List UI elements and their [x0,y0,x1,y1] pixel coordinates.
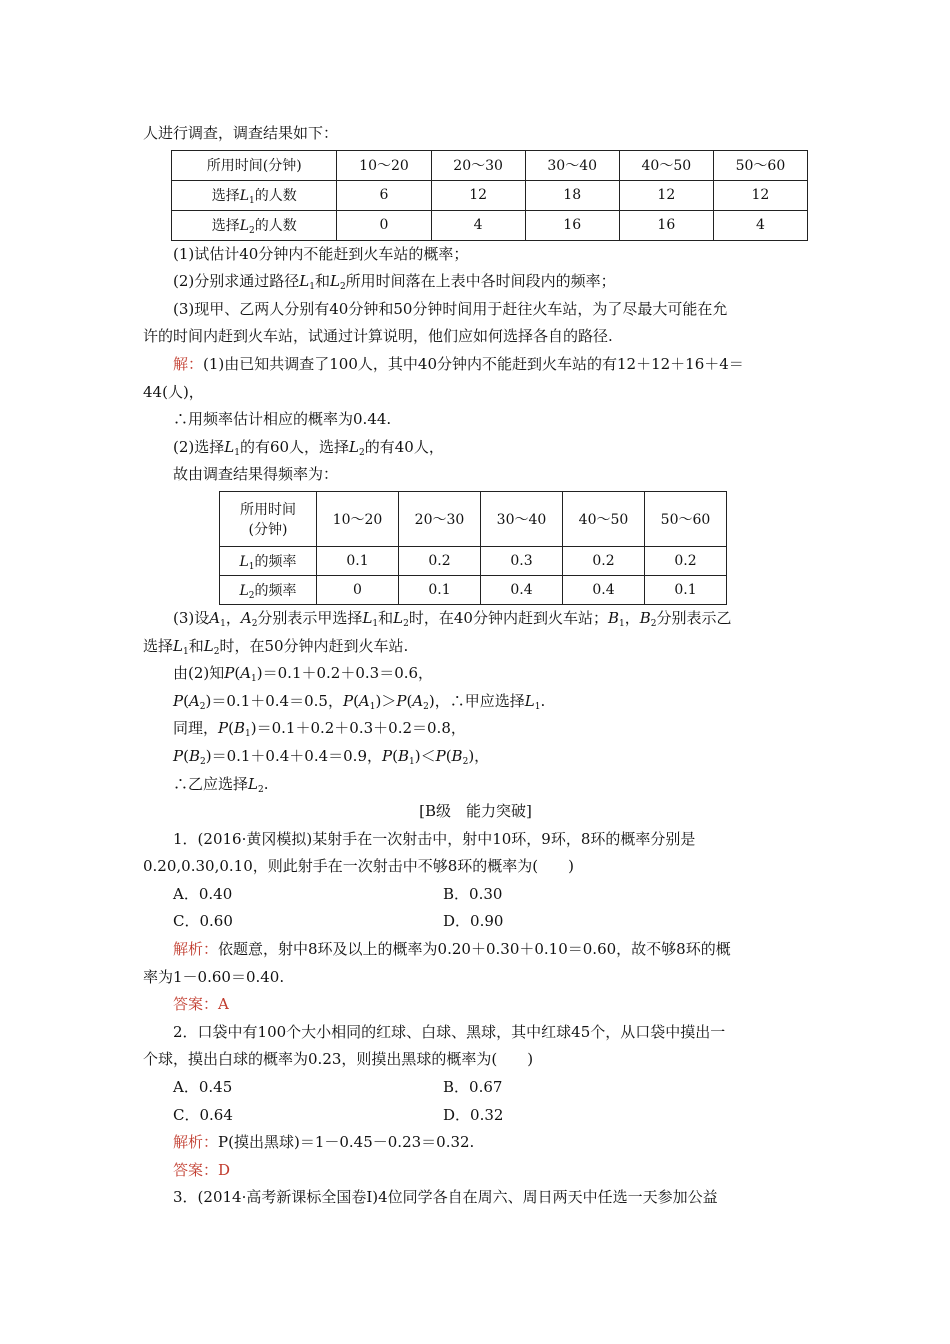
option-d: D．0.32 [443,1105,504,1124]
analysis: 解析：依题意，射中8环及以上的概率为0.20＋0.30＋0.10＝0.60，故不够8环的概 [173,940,731,959]
intro-text: 人进行调查，调查结果如下： [143,124,339,142]
table-cell: 16 [619,210,713,240]
table-cell: 0.1 [399,575,481,604]
solution-line: 同理，$P(B_1)=0.1+0.2+0.3+0.2=0.8$， [173,719,466,740]
table-cell: 0.2 [399,546,481,575]
table-header-cell: 10～20 [337,150,431,180]
table-row [172,150,808,180]
table-cell: 4 [431,210,525,240]
table-cell: 12 [619,180,713,210]
row-label: $L_1$的频率 [220,546,317,575]
answer: 答案：A [173,995,229,1014]
table-cell: 12 [713,180,807,210]
section-heading: [B级 能力突破] [419,802,532,821]
solution-part-2-intro: 故由调查结果得频率为： [173,465,339,484]
problem-3: 3．(2014·高考新课标全国卷Ⅰ)4位同学各自在周六、周日两天中任选一天参加公益 [173,1188,718,1207]
table-header-cell: 20～30 [431,150,525,180]
option-a: A．0.45 [173,1078,233,1097]
solution-line: $P(A_2)=0.1+0.4=0.5$，$P(A_1)>P(A_2)$，∴甲应选择$L_1$. [173,691,546,712]
table-row [220,546,727,575]
table-cell: 0.2 [563,546,645,575]
problem-1-cont: 0.20,0.30,0.10，则此射手在一次射击中不够8环的概率为( ) [143,857,574,876]
table-header-cell: 40～50 [563,491,645,546]
table-cell: 12 [431,180,525,210]
solution-line: $P(B_2)=0.1+0.4+0.4=0.9$，$P(B_1)<P(B_2)$， [173,746,490,767]
options-row [143,1074,808,1102]
table-header-cell: 10～20 [317,491,399,546]
option-d: D．0.90 [443,912,504,931]
survey-table [171,150,808,241]
options-row [143,1102,808,1130]
table-header-cell: 30～40 [525,150,619,180]
frequency-table [219,491,727,605]
table-cell: 16 [525,210,619,240]
table-cell: 4 [713,210,807,240]
table-cell: 0.4 [481,575,563,604]
row-label: 选择$L_1$的人数 [172,180,337,210]
options-row [143,881,808,909]
question-2: (2)分别求通过路径$L_1$和$L_2$所用时间落在上表中各时间段内的频率； [173,272,616,293]
question-3: (3)现甲、乙两人分别有40分钟和50分钟时间用于赶往火车站，为了尽最大可能在允 [173,299,728,318]
question-1: (1)试估计40分钟内不能赶到火车站的概率； [173,244,469,263]
table-cell: 0.1 [645,575,727,604]
table-header-cell: 50～60 [645,491,727,546]
solution-line: 由(2)知$P(A_1)=0.1+0.2+0.3=0.6$， [173,664,434,685]
table-row [220,491,727,546]
option-c: C．0.60 [173,912,233,931]
table-cell: 18 [525,180,619,210]
table-cell: 0.2 [645,546,727,575]
solution-part-2: (2)选择$L_1$的有60人，选择$L_2$的有40人， [173,437,444,458]
solution-line: ∴乙应选择$L_2$. [173,774,269,795]
solution-part-1: 解：(1)由已知共调查了100人，其中40分钟内不能赶到火车站的有12＋12＋16＋4＝ [173,354,744,373]
solution-label: 解： [173,354,204,373]
analysis: 解析：P(摸出黑球)＝1－0.45－0.23＝0.32. [173,1133,475,1152]
solution-part-3: (3)设$A_1$，$A_2$分别表示甲选择$L_1$和$L_2$时，在40分钟内赶到火车站；$B_1$，$B_2$分别表示乙 [173,608,732,629]
table-header-cell: 40～50 [619,150,713,180]
row-label: 选择$L_2$的人数 [172,210,337,240]
table-row [172,210,808,240]
table-header-cell: 20～30 [399,491,481,546]
table-cell: 0.1 [317,546,399,575]
option-b: B．0.67 [443,1078,503,1097]
table-header-cell: 30～40 [481,491,563,546]
problem-2: 2．口袋中有100个大小相同的红球、白球、黑球，其中红球45个，从口袋中摸出一 [173,1022,726,1041]
table-row [172,180,808,210]
question-3-cont: 许的时间内赶到火车站，试通过计算说明，他们应如何选择各自的路径. [143,327,613,346]
option-a: A．0.40 [173,884,233,903]
table-cell: 6 [337,180,431,210]
table-cell: 0.3 [481,546,563,575]
table-header-cell: 所用时间(分钟) [172,150,337,180]
table-header-cell: 50～60 [713,150,807,180]
solution-part-1-cont: 44(人)， [143,382,204,401]
solution-part-1-conclusion: ∴用频率估计相应的概率为0.44. [173,410,392,429]
table-cell: 0 [317,575,399,604]
answer: 答案：D [173,1160,231,1179]
options-row [143,908,808,936]
table-cell: 0 [337,210,431,240]
option-b: B．0.30 [443,884,503,903]
table-cell: 0.4 [563,575,645,604]
document-body [143,120,808,1212]
problem-1: 1．(2016·黄冈模拟)某射手在一次射击中，射中10环，9环，8环的概率分别是 [173,829,696,848]
solution-part-3-cont: 选择$L_1$和$L_2$时，在50分钟内赶到火车站. [143,636,409,657]
problem-2-cont: 个球，摸出白球的概率为0.23，则摸出黑球的概率为( ) [143,1050,534,1069]
analysis-cont: 率为1－0.60＝0.40. [143,967,285,986]
row-label: $L_2$的频率 [220,575,317,604]
table-row [220,575,727,604]
option-c: C．0.64 [173,1105,233,1124]
table-header-cell: 所用时间 (分钟) [220,491,317,546]
